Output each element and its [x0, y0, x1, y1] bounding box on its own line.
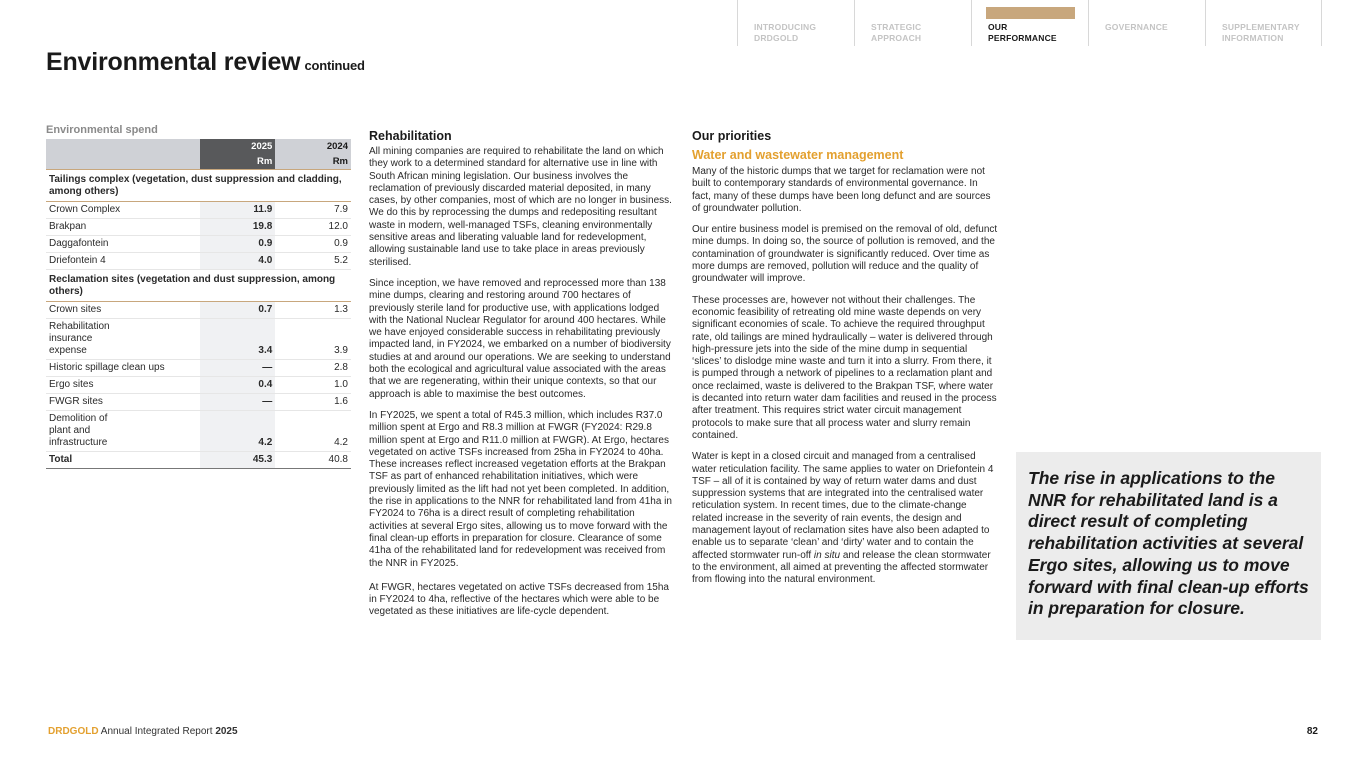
- value-2025: 11.9: [200, 201, 276, 218]
- row-label: Rehabilitation insurance expense: [46, 318, 200, 359]
- italic-term: in situ: [813, 549, 841, 561]
- priorities-section: [692, 129, 998, 596]
- paragraph: These processes are, however not without their challenges. The economic feasibility of retreating old mine waste depends on very significant economies of scale. To achieve the required throughput rate, old tailings are mined hydraulically – water is delivered through high-pressure jets into the side of the mine dump in sequential ‘slices’ to dislodge mine waste and turn it into a slurry. From there, it is pumped through a network of pipelines to a reclamation plant and once reclaimed, waste is delivered to the Brakpan TSF, where water is decanted into return water dam facilities and reused in the process after treatment. This requires strict water circuit management protocols to make sure that all process water and slurry remain contained.: [692, 294, 997, 441]
- value-2025: 19.8: [200, 218, 276, 235]
- row-label: Ergo sites: [46, 376, 200, 393]
- paragraph: Our entire business model is premised on the removal of old, defunct mine dumps. In doing so, the source of pollution is removed, and the contamination of groundwater is significantly reduced. Over time as more dumps are removed, pollution will reduce and the quality of groundwater will improve.: [692, 224, 998, 285]
- table-row: [46, 235, 351, 252]
- value-2025: 45.3: [200, 451, 276, 468]
- row-label: Daggafontein: [46, 235, 200, 252]
- value-2025: 0.7: [200, 301, 276, 318]
- value-2025: —: [200, 359, 276, 376]
- value-2025: 4.0: [200, 252, 276, 269]
- rehabilitation-heading: Rehabilitation: [369, 129, 452, 143]
- table-row: [46, 318, 351, 359]
- value-2024: 1.6: [275, 393, 351, 410]
- paragraph: [692, 451, 998, 586]
- paragraph: In FY2025, we spent a total of R45.3 million, which includes R37.0 million spent at Ergo and R8.3 million at FWGR (FY2024: R29.8 million spent at Ergo and R11.0 million at FWGR). At Ergo, hectares vegetated on active TSFs increased from 25ha in FY2024 to 40ha. These increases reflect increased vegetation efforts at the Brakpan TSF as part of enhanced rehabilitation initiatives, which were previously limited as the lift had not yet been completed. In addition, the rise in applications to the NNR for rehabilitated land from 41ha in FY2024 to 76ha is a direct result of completing rehabilitation activities at several Ergo sites, allowing us to move forward with the final clean-up efforts in preparation for closure. Clearance of some 41ha of the rehabilitated land for redevelopment was received from the NNR in FY2025.: [369, 409, 672, 569]
- table-header-row: [46, 139, 351, 154]
- tab-label: GOVERNANCE: [1105, 22, 1168, 32]
- tab-label: STRATEGIC APPROACH: [871, 22, 922, 43]
- table-row: [46, 410, 351, 451]
- paragraph: All mining companies are required to rehabilitate the land on which they work to a determined standard for alternative use in line with South African mining legislation. Our business involves the reclamation of previously discarded material deposited, in many cases, by other companies, most of which are no longer in business. We do this by reprocessing the dumps and redepositing resultant waste in modern, well-managed TSFs, cleaning environmentally sensitive areas and liberating valuable land for redevelopment, allowing sustainable land use to take place in areas previously sterilised.: [369, 146, 672, 268]
- header-blank: [46, 139, 200, 154]
- section-nav: [737, 0, 1322, 46]
- table-row: [46, 252, 351, 269]
- value-2024: 0.9: [275, 235, 351, 252]
- footer-report: Annual Integrated Report: [98, 726, 216, 737]
- pull-quote: The rise in applications to the NNR for rehabilitated land is a direct result of completing rehabilitation activities at several Ergo sites, allowing us to move forward with final clean-up efforts in preparation for closure.: [1016, 452, 1321, 640]
- footer-brand: DRDGOLD: [48, 726, 99, 737]
- page-title: [46, 48, 365, 77]
- value-2024: 1.3: [275, 301, 351, 318]
- table-unit-row: [46, 154, 351, 169]
- tab-our-performance[interactable]: [971, 0, 1088, 46]
- section-row-tailings: [46, 169, 351, 201]
- value-2025: 4.2: [200, 410, 276, 451]
- table-row: [46, 218, 351, 235]
- row-label: Total: [46, 451, 200, 468]
- table-row: [46, 376, 351, 393]
- tab-supplementary-information[interactable]: [1205, 0, 1322, 46]
- tab-introducing-drdgold[interactable]: [737, 0, 854, 46]
- value-2024: 4.2: [275, 410, 351, 451]
- header-2024: 2024: [275, 139, 351, 154]
- header-2025: 2025: [200, 139, 276, 154]
- row-label: FWGR sites: [46, 393, 200, 410]
- value-2025: —: [200, 393, 276, 410]
- table-row: [46, 301, 351, 318]
- value-2025: 3.4: [200, 318, 276, 359]
- water-management-subheading: Water and wastewater management: [692, 148, 904, 162]
- table-heading: Environmental spend: [46, 124, 158, 136]
- page-number: 82: [1306, 726, 1318, 737]
- table-row: [46, 359, 351, 376]
- table-row: [46, 393, 351, 410]
- value-2024: 1.0: [275, 376, 351, 393]
- rehabilitation-section: [369, 129, 675, 628]
- tab-label: OUR PERFORMANCE: [988, 22, 1057, 43]
- value-2025: 0.4: [200, 376, 276, 393]
- value-2024: 12.0: [275, 218, 351, 235]
- section-label: Tailings complex (vegetation, dust suppression and cladding, among others): [46, 169, 351, 201]
- value-2024: 2.8: [275, 359, 351, 376]
- paragraph-part: Water is kept in a closed circuit and managed from a centralised water reticulation facility. The same applies to water on Driefontein 4 TSF – all of it is contained by way of return water dams and dust suppression systems that are integrated into the centralised water reticulation system. In recent times, due to the climate-change related increase in the severity of rain events, the design and management layout of reclamation sites have also been adapted to enable us to separate ‘clean’ and ‘dirty’ water and to contain the affected stormwater run-off: [692, 451, 994, 561]
- paragraph: Since inception, we have removed and reprocessed more than 138 mine dumps, clearing and restoring around 700 hectares of previously sterile land for productive use, with applications lodged with the National Nuclear Regulator for around 400 hectares. While we have enjoyed considerable success in rehabilitating previously impacted land, in FY2024, we embarked on a number of biodiversity studies at and around our operations. We are seeking to understand both the ecological and agricultural value associated with the areas that we are regenerating, within their unique contexts, so that our approach is able to maximise the best outcomes.: [369, 277, 671, 400]
- paragraph: At FWGR, hectares vegetated on active TSFs decreased from 15ha in FY2024 to 4ha, reflective of the hectares which were able to be vegetated as these initiatives are life-cycle dependent.: [369, 581, 669, 618]
- paragraph-part: and release the clean stormwater to the environment, all aimed at preventing the affected stormwater from flowing into the natural environment.: [692, 549, 991, 586]
- row-label: Crown Complex: [46, 201, 200, 218]
- row-label: Brakpan: [46, 218, 200, 235]
- spend-table: [46, 139, 351, 469]
- tab-governance[interactable]: [1088, 0, 1205, 46]
- footer: [48, 726, 238, 737]
- value-2024: 3.9: [275, 318, 351, 359]
- unit-2024: Rm: [275, 154, 351, 169]
- value-2024: 40.8: [275, 451, 351, 468]
- page-subtitle: continued: [304, 58, 365, 73]
- priorities-heading: Our priorities: [692, 129, 772, 143]
- row-label: Crown sites: [46, 301, 200, 318]
- paragraph: Many of the historic dumps that we target for reclamation were not built to contemporary standards of environmental governance. In fact, many of these dumps have been long defunct and are sources of groundwater pollution.: [692, 166, 991, 214]
- tab-label: SUPPLEMENTARY INFORMATION: [1222, 22, 1300, 43]
- table-row: [46, 201, 351, 218]
- unit-blank: [46, 154, 200, 169]
- environmental-spend: [46, 124, 351, 469]
- unit-2025: Rm: [200, 154, 276, 169]
- page-title-text: Environmental review: [46, 48, 301, 76]
- total-row: [46, 451, 351, 468]
- value-2025: 0.9: [200, 235, 276, 252]
- tab-strategic-approach[interactable]: [854, 0, 971, 46]
- value-2024: 7.9: [275, 201, 351, 218]
- section-row-reclamation: [46, 269, 351, 301]
- row-label: Historic spillage clean ups: [46, 359, 200, 376]
- tab-label: INTRODUCING DRDGOLD: [754, 22, 817, 43]
- row-label: Demolition of plant and infrastructure: [46, 410, 200, 451]
- section-label: Reclamation sites (vegetation and dust suppression, among others): [46, 269, 351, 301]
- row-label: Driefontein 4: [46, 252, 200, 269]
- value-2024: 5.2: [275, 252, 351, 269]
- footer-year: 2025: [215, 726, 238, 737]
